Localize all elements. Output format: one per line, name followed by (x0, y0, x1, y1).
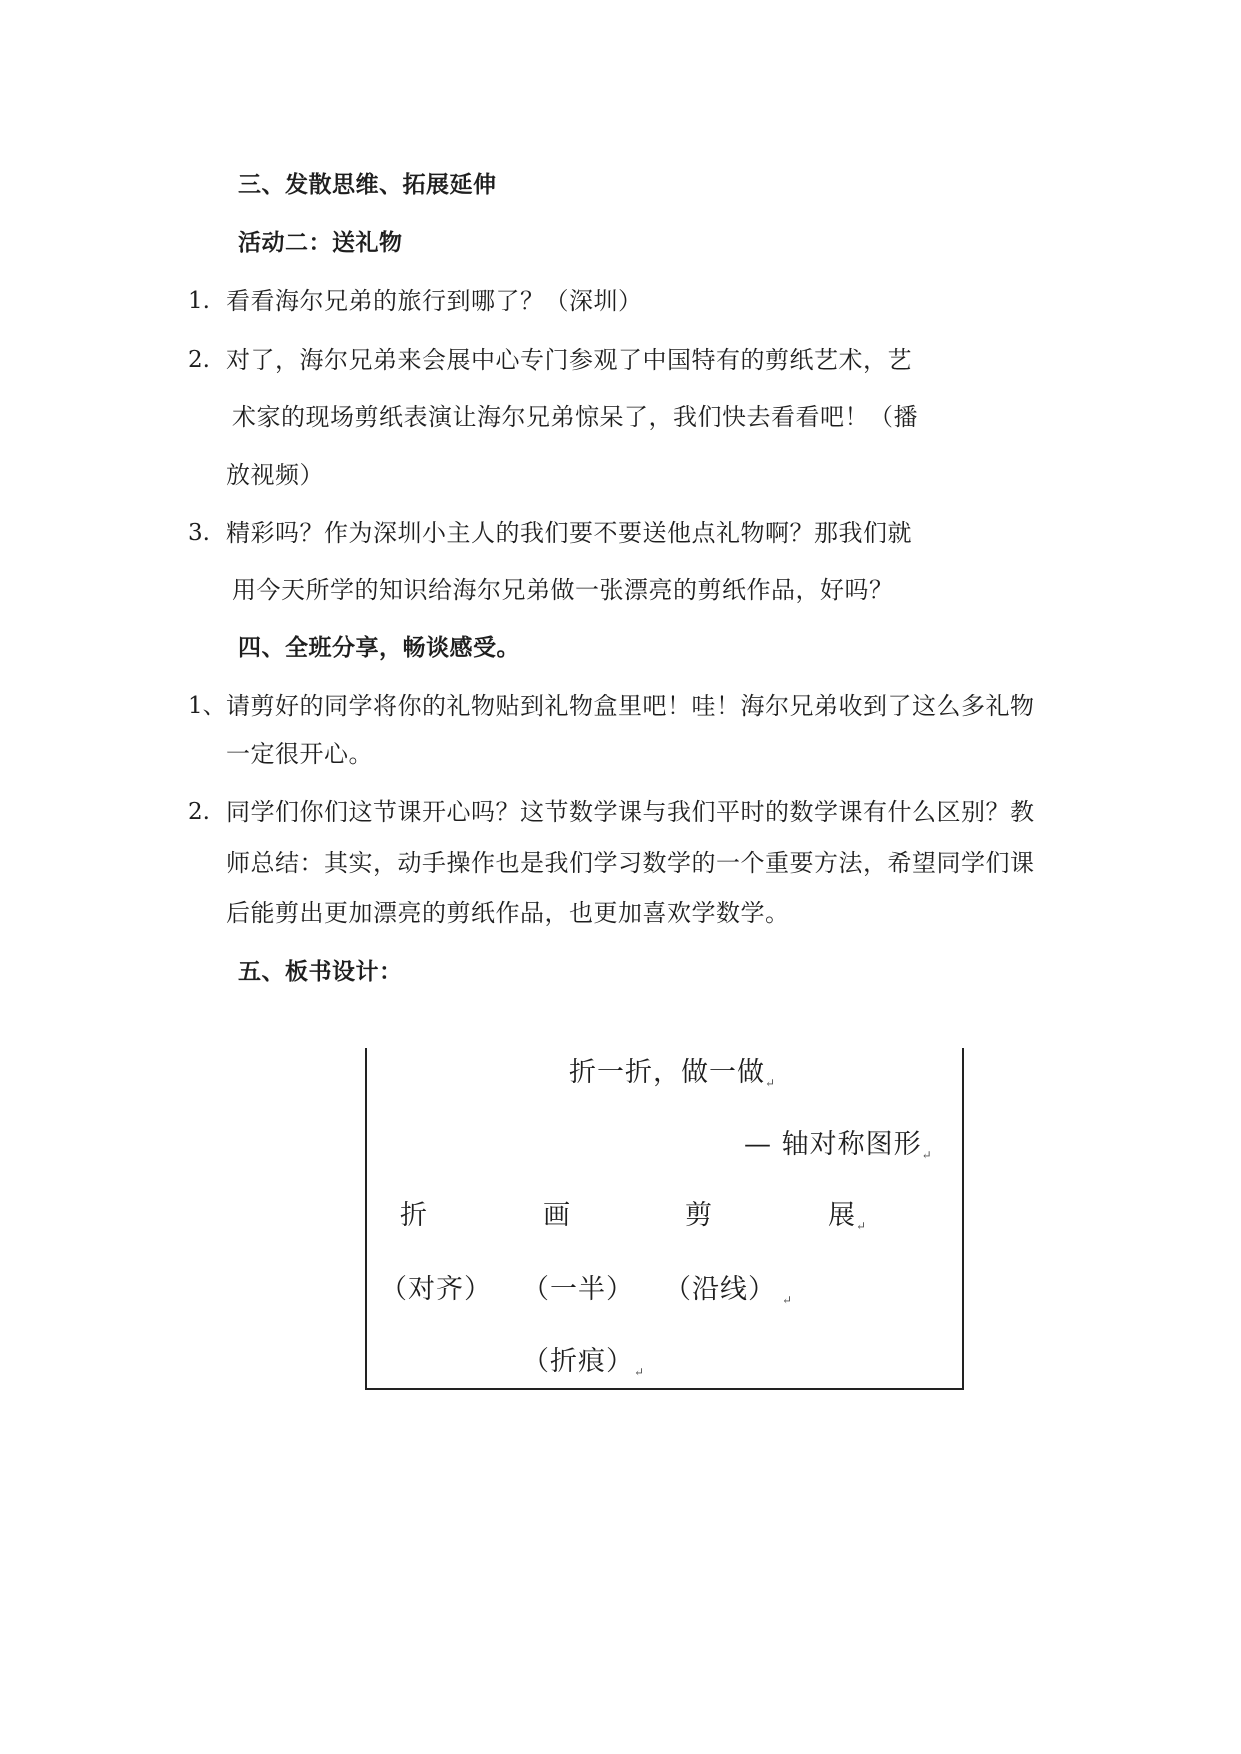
item-2-number: 2. (188, 347, 210, 373)
share-2-line-2: 师总结：其实，动手操作也是我们学习数学的一个重要方法，希望同学们课 (226, 849, 1035, 877)
share-2-line-3: 后能剪出更加漂亮的剪纸作品，也更加喜欢学数学。 (226, 899, 790, 927)
share-2-line-1: 同学们你们这节课开心吗？这节数学课与我们平时的数学课有什么区别？教 (226, 798, 1035, 826)
board-design-box (365, 1048, 964, 1390)
section-3-heading: 三、发散思维、拓展延伸 (238, 172, 497, 198)
board-note-half: （一半） (522, 1274, 634, 1305)
board-step-cut: 剪 (685, 1200, 713, 1231)
item-1-number: 1. (188, 288, 210, 314)
item-1-line-1: 看看海尔兄弟的旅行到哪了？（深圳） (226, 287, 643, 315)
board-step-fold: 折 (400, 1200, 428, 1231)
share-1-number: 1、 (188, 693, 226, 719)
item-3-line-1: 精彩吗？作为深圳小主人的我们要不要送他点礼物啊？那我们就 (226, 519, 912, 547)
share-1-line-1: 请剪好的同学将你的礼物贴到礼物盒里吧！哇！海尔兄弟收到了这么多礼物 (226, 692, 1035, 720)
section-5-heading: 五、板书设计： (238, 959, 403, 985)
return-mark: ↵ (782, 1293, 794, 1307)
board-note-along-line (664, 1274, 793, 1316)
item-2-line-1: 对了，海尔兄弟来会展中心专门参观了中国特有的剪纸艺术，艺 (226, 346, 912, 374)
board-step-unfold (828, 1200, 867, 1242)
board-title (569, 1057, 776, 1099)
board-title-text: 折一折，做一做 (569, 1057, 765, 1088)
board-subtitle-text: — 轴对称图形 (744, 1129, 922, 1160)
return-mark: ↵ (634, 1365, 646, 1379)
board-note-crease-text: （折痕） (522, 1346, 634, 1377)
item-2-line-3: 放视频） (226, 461, 324, 489)
item-2-line-2: 术家的现场剪纸表演让海尔兄弟惊呆了，我们快去看看吧！（播 (232, 403, 918, 431)
board-step-draw: 画 (543, 1200, 571, 1231)
return-mark: ↵ (856, 1219, 868, 1233)
board-step-unfold-text: 展 (828, 1200, 856, 1231)
board-subtitle (744, 1129, 933, 1171)
activity-2-heading: 活动二：送礼物 (238, 230, 403, 256)
item-3-number: 3. (188, 520, 210, 546)
return-mark: ↵ (921, 1148, 933, 1162)
share-1-line-2: 一定很开心。 (226, 740, 373, 768)
board-note-along-line-text: （沿线） (664, 1274, 776, 1305)
board-note-crease (522, 1346, 645, 1388)
share-2-number: 2. (188, 799, 210, 825)
board-note-align: （对齐） (380, 1274, 492, 1305)
return-mark: ↵ (765, 1076, 777, 1090)
section-4-heading: 四、全班分享，畅谈感受。 (238, 635, 520, 661)
item-3-line-2: 用今天所学的知识给海尔兄弟做一张漂亮的剪纸作品，好吗？ (232, 576, 894, 604)
